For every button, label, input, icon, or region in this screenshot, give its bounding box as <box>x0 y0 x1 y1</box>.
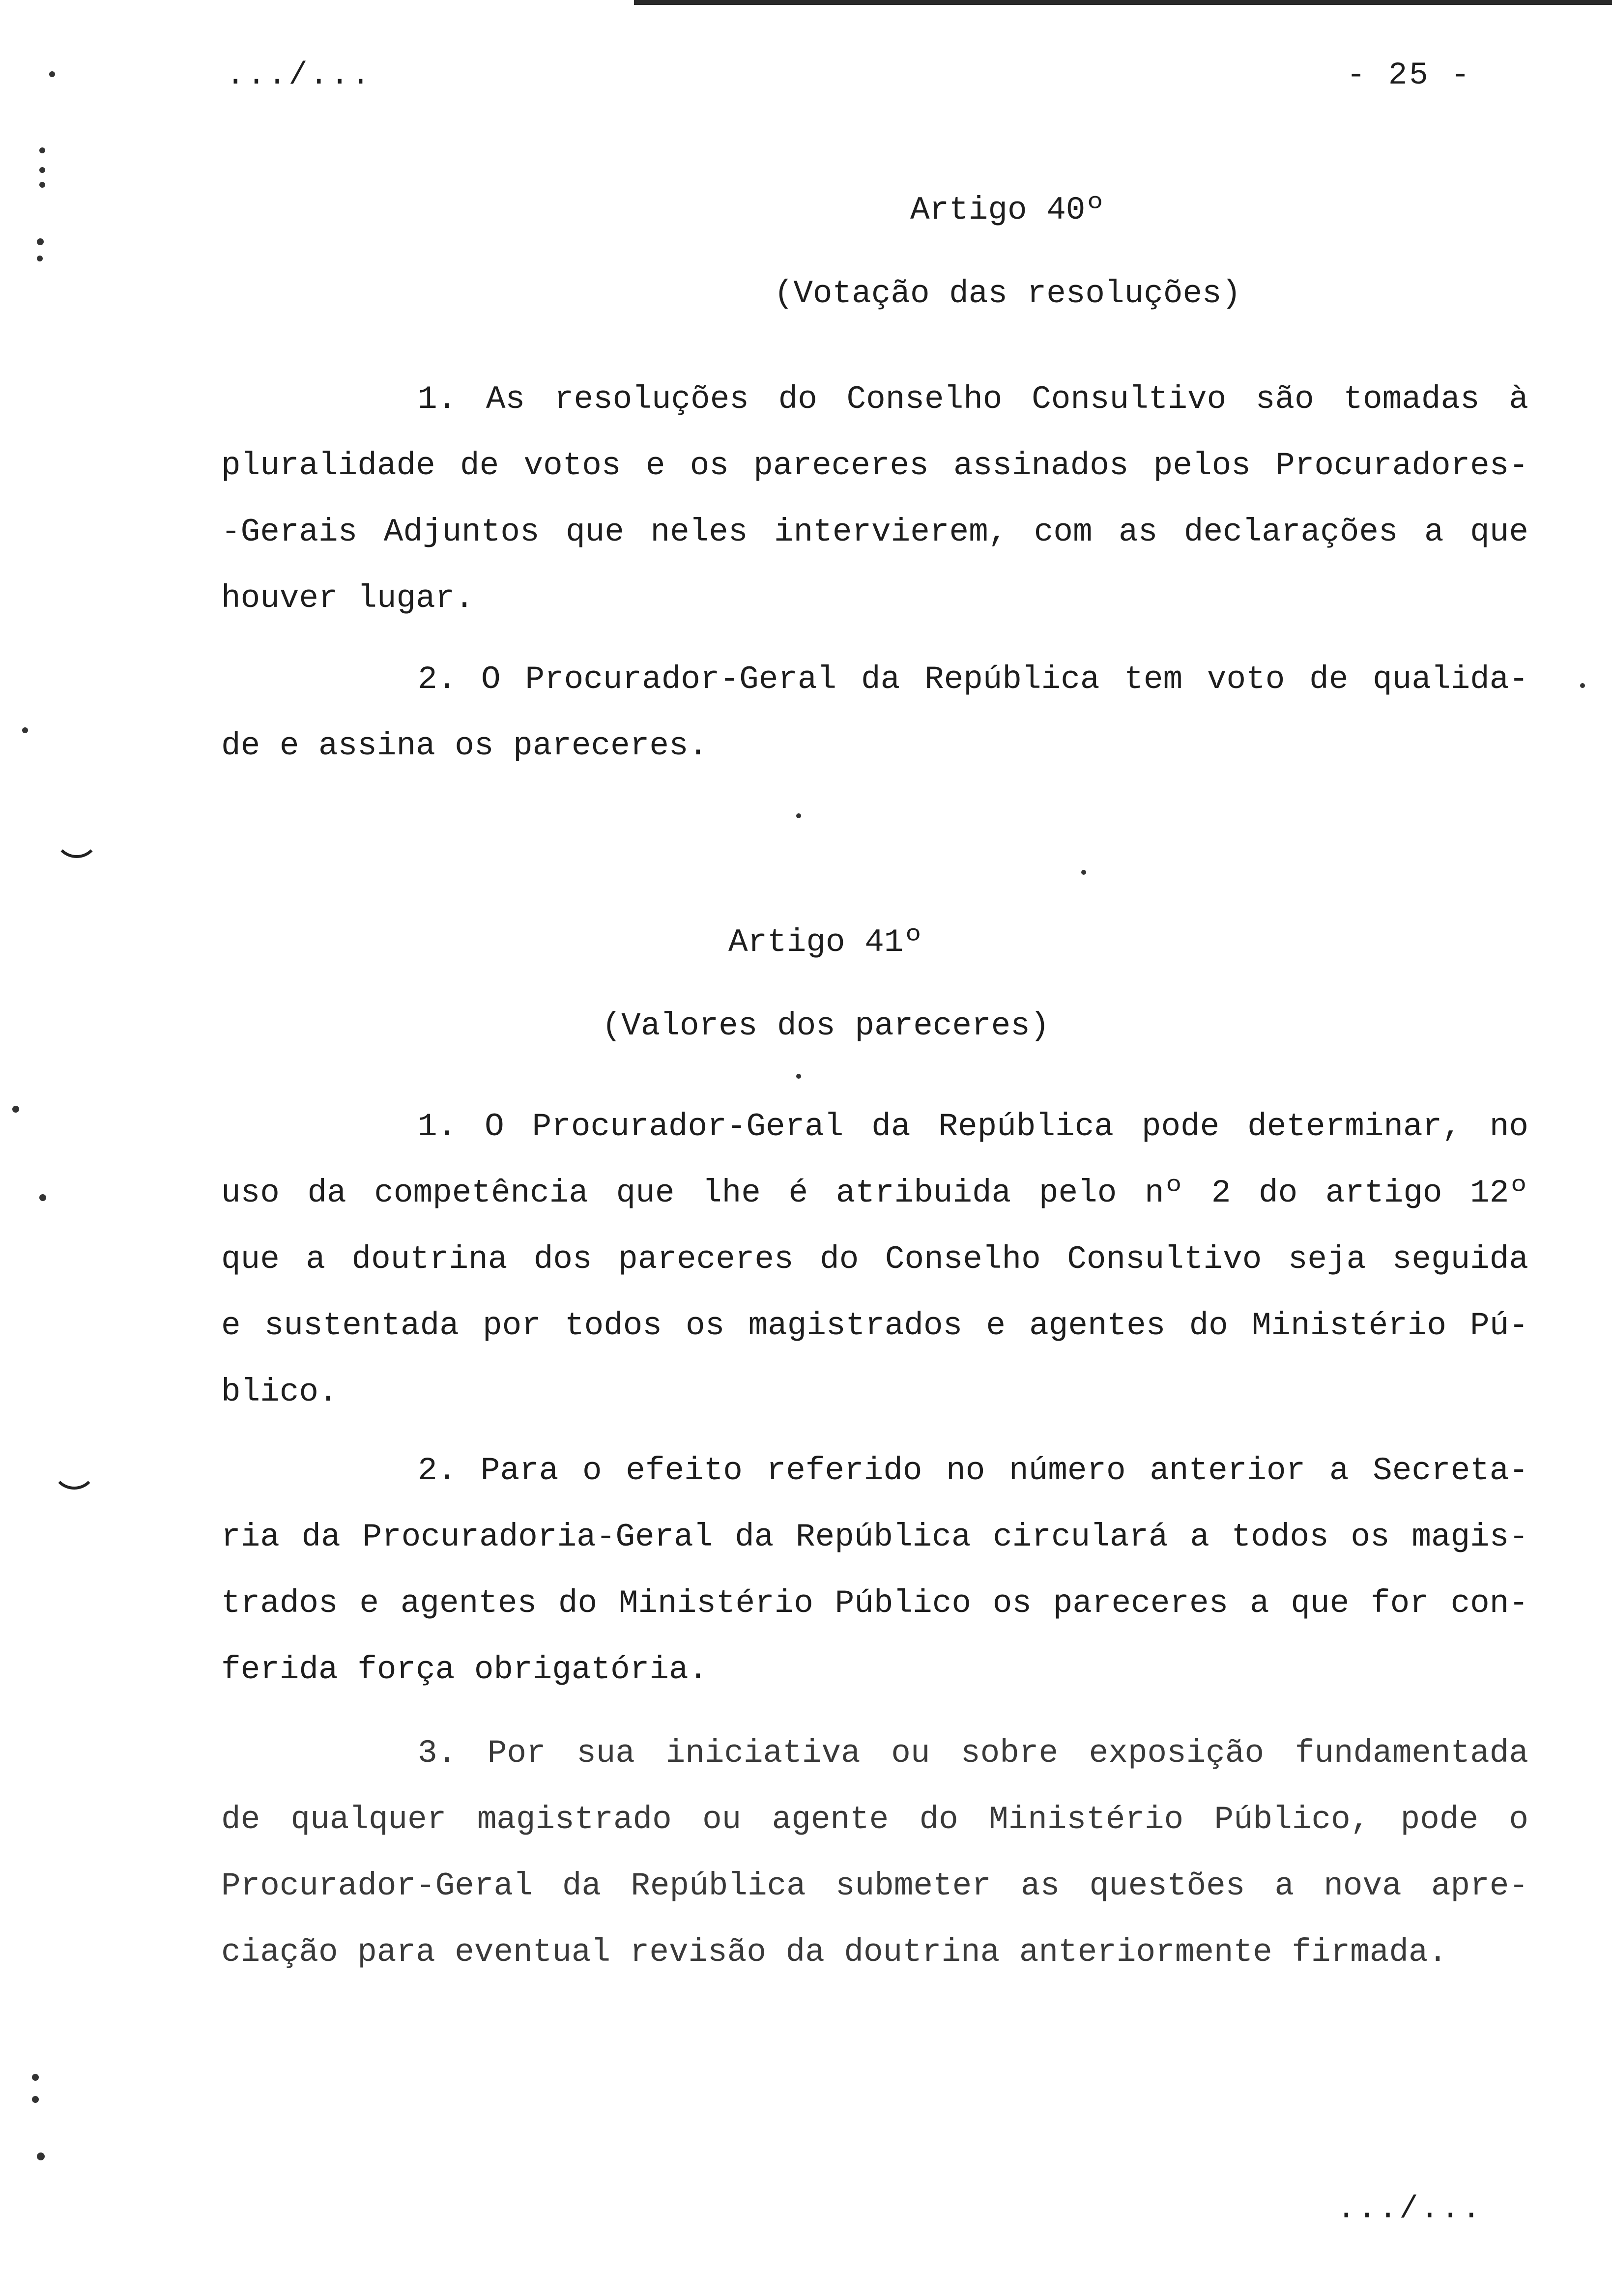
text-line: blico. <box>221 1374 338 1410</box>
article-41-paragraph-1 <box>221 1093 1528 1425</box>
page-number: - 25 - <box>1347 58 1472 93</box>
text-line: -Gerais Adjuntos que neles intervierem, com as declarações a que <box>221 514 1528 550</box>
scan-speck <box>37 256 43 261</box>
text-line: de qualquer magistrado ou agente do Ministério Público, pode o <box>221 1801 1528 1838</box>
top-rule <box>634 0 1612 5</box>
scan-mark <box>52 1467 97 1490</box>
article-41-title: Artigo 41º <box>728 924 923 961</box>
article-40-paragraph-1 <box>221 366 1528 631</box>
text-line: Procurador-Geral da República submeter as questões a nova apre- <box>221 1867 1528 1904</box>
text-line: ria da Procuradoria-Geral da República circulará a todos os magis- <box>221 1519 1528 1555</box>
text-line: e sustentada por todos os magistrados e agentes do Ministério Pú- <box>221 1307 1528 1344</box>
scan-speck <box>1580 683 1585 688</box>
text-line: trados e agentes do Ministério Público os pareceres a que for con- <box>221 1585 1528 1622</box>
scan-speck <box>1081 870 1086 875</box>
article-41-subtitle: (Valores dos pareceres) <box>602 1007 1050 1044</box>
scan-speck <box>796 813 801 818</box>
scan-speck <box>37 2152 45 2160</box>
text-line: pluralidade de votos e os pareceres assinados pelos Procuradores- <box>221 447 1528 484</box>
text-line: ferida força obrigatória. <box>221 1651 708 1688</box>
scan-speck <box>796 1074 801 1079</box>
text-line: 1. O Procurador-Geral da República pode determinar, no <box>418 1108 1528 1145</box>
scan-mark <box>54 835 99 858</box>
continuation-marker-bottom: .../... <box>1337 2192 1483 2227</box>
scan-speck <box>39 182 45 188</box>
text-line: 3. Por sua iniciativa ou sobre exposição fundamentada <box>418 1735 1528 1772</box>
continuation-marker-top: .../... <box>226 58 372 93</box>
text-line: uso da competência que lhe é atribuida pelo nº 2 do artigo 12º <box>221 1175 1528 1211</box>
scan-speck <box>39 167 45 173</box>
scan-speck <box>32 2096 39 2103</box>
article-40-paragraph-2 <box>221 646 1528 779</box>
text-line: de e assina os pareceres. <box>221 727 708 764</box>
text-line: 2. Para o efeito referido no número anterior a Secreta- <box>418 1452 1528 1489</box>
article-40-title: Artigo 40º <box>910 192 1105 229</box>
article-41-paragraph-3 <box>221 1720 1528 1985</box>
scan-speck <box>22 727 28 733</box>
scan-speck <box>12 1106 19 1113</box>
text-line: 2. O Procurador-Geral da República tem voto de qualida- <box>418 661 1528 698</box>
text-line: ciação para eventual revisão da doutrina anteriormente firmada. <box>221 1934 1448 1971</box>
article-40-subtitle: (Votação das resoluções) <box>774 275 1241 312</box>
text-line: que a doutrina dos pareceres do Conselho Consultivo seja seguida <box>221 1241 1528 1278</box>
scan-speck <box>37 238 44 245</box>
scan-speck <box>39 1194 46 1201</box>
article-41-paragraph-2 <box>221 1437 1528 1703</box>
text-line: houver lugar. <box>221 580 474 617</box>
scan-speck <box>32 2074 39 2081</box>
scan-speck <box>39 147 45 153</box>
text-line: 1. As resoluções do Conselho Consultivo são tomadas à <box>418 381 1528 418</box>
scan-speck <box>49 71 55 77</box>
